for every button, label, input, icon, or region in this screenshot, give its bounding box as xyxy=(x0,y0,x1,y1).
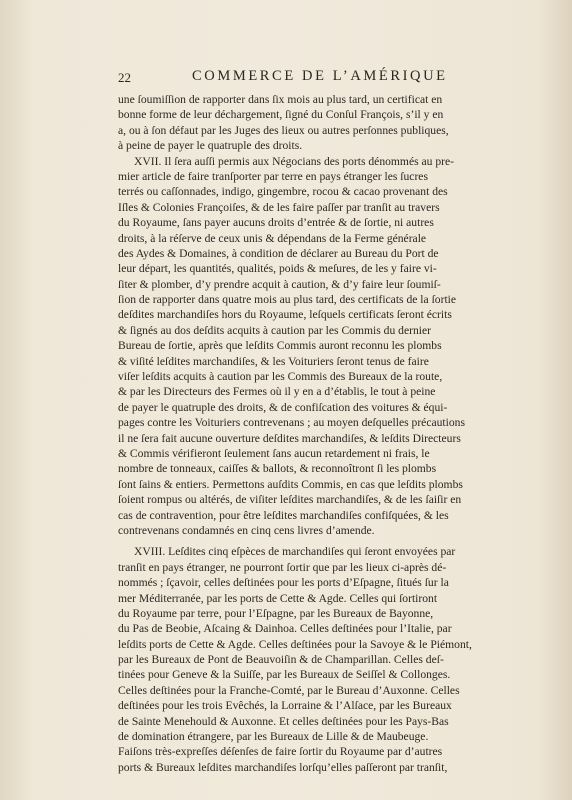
article-xvii-line: deſdites marchandiſes hors du Royaume, leſquels certificats ſeront écrits xyxy=(118,308,452,322)
intro-line: bonne forme de leur déchargement, ſigné du Conſul François, s’il y en xyxy=(118,108,444,122)
article-xvii-line: ſion de rapporter dans quatre mois au plus tard, des certificats de la ſortie xyxy=(118,293,457,307)
article-xvii xyxy=(118,154,539,539)
article-xvii-line: terrés ou caſſonnades, indigo, gingembre, rocou & cacao provenant des xyxy=(118,185,448,199)
intro-line: a, ou à ſon défaut par les Juges des lieux ou autres perſonnes publiques, xyxy=(118,123,449,137)
article-xvii-line: de payer le quatruple des droits, & de confiſcation des voitures & équi- xyxy=(118,400,448,414)
article-xvii-line: Iſles & Colonies Françoiſes, & de les faire paſſer par tranſit au travers xyxy=(118,200,440,214)
article-xvii-line: ſont ſains & entiers. Permettons auſdits Commis, en cas que leſdits plombs xyxy=(118,477,463,491)
article-xviii-line: XVIII. Leſdites cinq eſpèces de marchandiſes qui ſeront envoyées par xyxy=(134,545,456,559)
article-xvii-line: mier article de faire tranſporter par terre en pays étranger les ſucres xyxy=(118,169,428,183)
article-xviii-line: tranſit en pays étranger, ne pourront ſortir que par les lieux ci-après dé- xyxy=(118,560,447,574)
article-xvii-line: du Royaume, ſans payer aucuns droits d’entrée & de ſortie, ni autres xyxy=(118,216,434,230)
article-xviii xyxy=(118,544,539,775)
article-xvii-line: viſer leſdits acquits à caution par les Commis des Bureaux de la route, xyxy=(118,370,443,384)
article-xviii-line: de domination étrangere, par les Bureaux de Lille & de Maubeuge. xyxy=(118,730,429,744)
article-xviii-line: du Royaume par terre, pour l’Eſpagne, par les Bureaux de Bayonne, xyxy=(118,606,434,620)
article-xvii-line: leur départ, les quantités, qualités, poids & meſures, de les y faire vi- xyxy=(118,262,437,276)
article-xviii-line: nommés ; ſçavoir, celles deſtinées pour les ports d’Eſpagne, ſitués ſur la xyxy=(118,576,449,590)
page-number: 22 xyxy=(118,70,131,85)
body-text xyxy=(118,92,539,775)
article-xvii-line: XVII. Il ſera auſſi permis aux Négocians des ports dénommés au pre- xyxy=(134,154,455,168)
article-xviii-line: mer Méditerranée, par les ports de Cette & Agde. Celles qui ſortiront xyxy=(118,591,438,605)
article-xvii-line: nombre de tonneaux, caiſſes & ballots, & reconnoîtront ſi les plombs xyxy=(118,462,437,476)
article-xvii-line: ſiter & plomber, d’y prendre acquit à caution, & d’y faire leur ſoumiſ- xyxy=(118,277,441,291)
article-xviii-line: du Pas de Beobie, Aſcaing & Dainhoa. Celles deſtinées pour l’Italie, par xyxy=(118,622,452,636)
article-xvii-line: & par les Directeurs des Fermes où il y en a d’établis, le tout à peine xyxy=(118,385,436,399)
article-xvii-line: & viſité leſdites marchandiſes, & les Voituriers ſeront tenus de faire xyxy=(118,354,429,368)
article-xvii-line: des Aydes & Domaines, à condition de déclarer au Bureau du Port de xyxy=(118,246,439,260)
intro-line: à peine de payer le quatruple des droits. xyxy=(118,139,303,153)
intro-paragraph xyxy=(118,92,539,154)
article-xvii-line: & Commis vérifieront ſeulement ſans aucun retardement ni frais, le xyxy=(118,446,430,460)
article-xviii-line: leſdits ports de Cette & Agde. Celles deſtinées pour la Savoye & le Piémont, xyxy=(118,637,472,651)
article-xvii-line: & ſignés au dos deſdits acquits à caution par les Commis du dernier xyxy=(118,323,431,337)
article-xvii-line: Bureau de ſortie, après que leſdits Commis auront reconnu les plombs xyxy=(118,339,442,353)
article-xviii-line: Faiſons très-expreſſes déſenſes de faire ſortir du Royaume par d’autres xyxy=(118,745,443,759)
running-head: COMMERCE DE L’AMÉRIQUE xyxy=(192,68,448,84)
article-xviii-line: Celles deſtinées pour la Franche-Comté, par le Bureau d’Auxonne. Celles xyxy=(118,683,460,697)
article-xviii-line: par les Bureaux de Pont de Beauvoiſin & de Champarillan. Celles deſ- xyxy=(118,653,444,667)
page-header xyxy=(118,68,518,90)
intro-line: une ſoumiſſion de rapporter dans ſix mois au plus tard, un certificat en xyxy=(118,93,443,106)
article-xvii-line: droits, à la réſerve de ceux unis & dépendans de la Ferme générale xyxy=(118,231,427,245)
article-xviii-line: deſtinées pour les trois Evêchés, la Lorraine & l’Alſace, par les Bureaux xyxy=(118,699,452,713)
article-xvii-line: ſoient rompus ou altérés, de viſiter leſdites marchandiſes, & de les ſaiſir en xyxy=(118,493,462,507)
article-xvii-line: cas de contravention, pour être leſdites marchandiſes confiſquées, & les xyxy=(118,508,449,522)
article-xviii-line: tinées pour Geneve & la Suiſſe, par les Bureaux de Seiſſel & Collonges. xyxy=(118,668,451,682)
article-xvii-line: pages contre les Voituriers contrevenans ; au moyen deſquelles précautions xyxy=(118,416,465,430)
article-xvii-line: contrevenans condamnés en cinq cens livres d’amende. xyxy=(118,523,375,537)
article-xviii-line: de Sainte Menehould & Auxonne. Et celles deſtinées pour les Pays-Bas xyxy=(118,714,449,728)
article-xviii-line: ports & Bureaux leſdites marchandiſes lorſqu’elles paſſeront par tranſit, xyxy=(118,760,448,774)
article-xvii-line: il ne ſera fait aucune ouverture deſdites marchandiſes, & leſdits Directeurs xyxy=(118,431,461,445)
